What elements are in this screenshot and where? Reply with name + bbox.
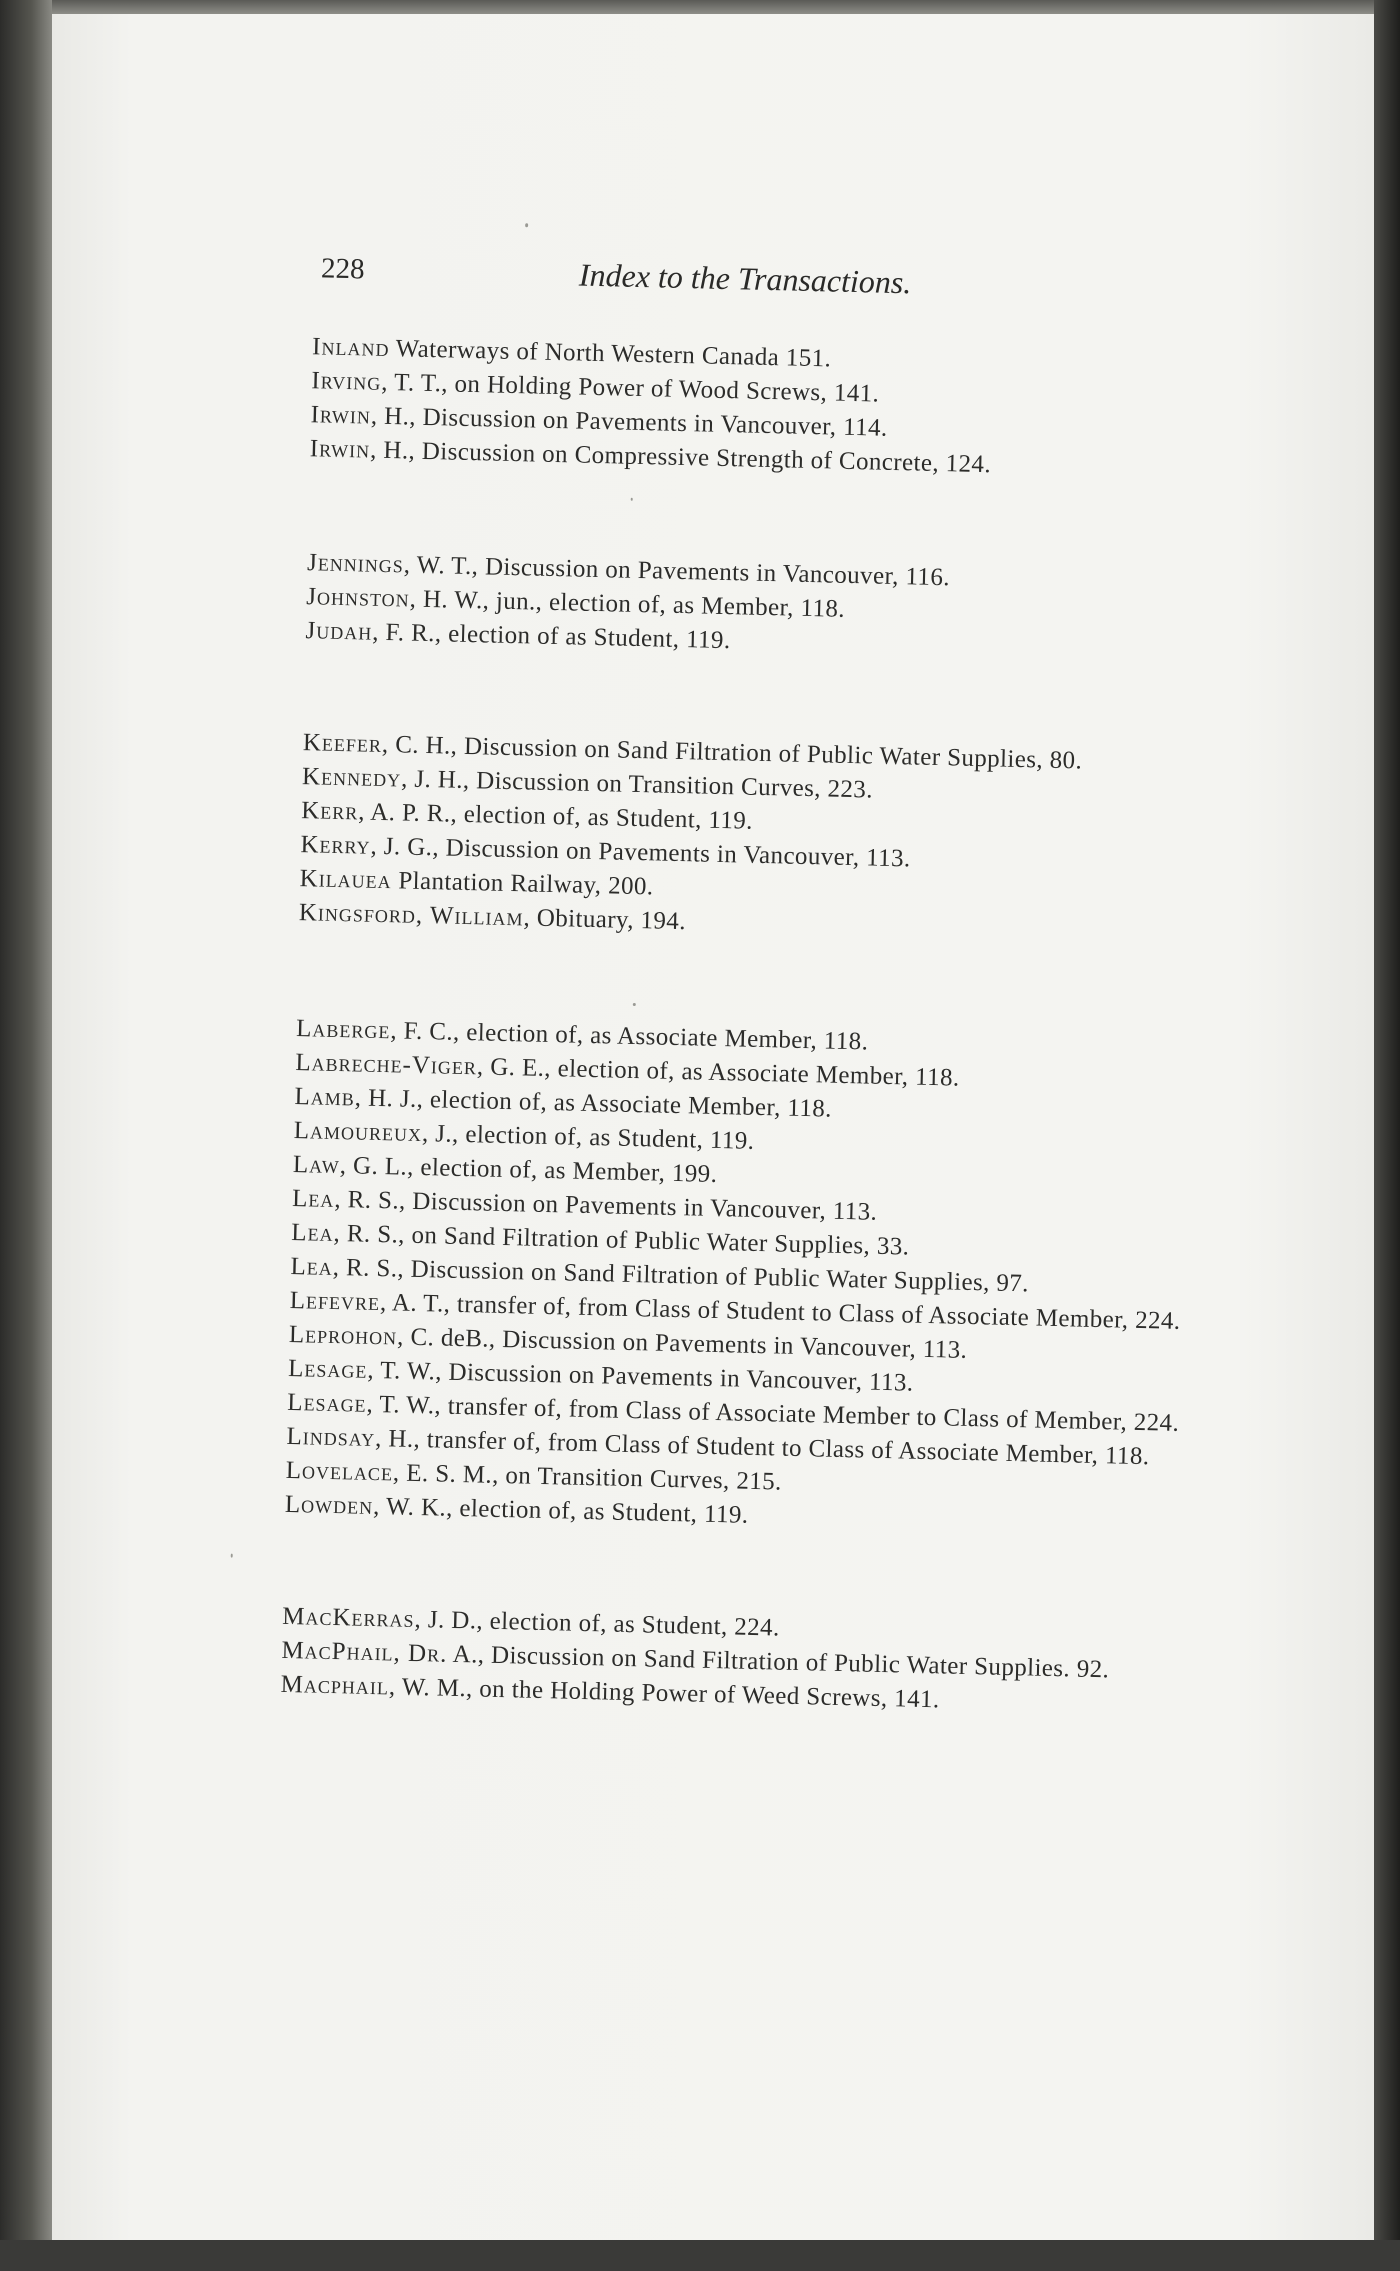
entry-text: , J. H., Discussion on Transition Curves, 223.: [400, 765, 874, 804]
entry-name: Lea: [290, 1252, 334, 1281]
scan-border-right: [1374, 0, 1400, 2240]
entry-name: Macphail: [280, 1670, 390, 1701]
entry-text: , A. P. R., election of, as Student, 119.: [358, 798, 754, 835]
entry-text: , R. S., on Sand Filtration of Public Water Supplies, 33.: [333, 1219, 910, 1261]
entry-name: Labreche-Viger: [295, 1049, 478, 1081]
entry-name: Keefer: [302, 729, 383, 758]
paper-speck: [525, 223, 528, 227]
entry-name: Judah: [305, 617, 373, 646]
entry-name: Irwin: [310, 401, 372, 430]
entry-name: Kerry: [300, 831, 371, 860]
page-header: [320, 252, 1241, 324]
entry-name: Kilauea: [299, 865, 393, 895]
entry-text: , E. S. M., on Transition Curves, 215.: [392, 1459, 783, 1496]
entry-name: Johnston: [306, 583, 411, 613]
index-group-m: [280, 1600, 1222, 1724]
entry-name: Lesage: [287, 1388, 367, 1418]
entry-text: , F. C., election of, as Associate Member, 118.: [390, 1017, 869, 1056]
entry-text: Plantation Railway, 200.: [391, 867, 654, 901]
entry-name: Lea: [291, 1218, 334, 1247]
entry-name: Lamb: [294, 1083, 356, 1112]
index-group-k: [298, 726, 1243, 952]
entry-name: Law: [292, 1151, 341, 1180]
entry-name: Kennedy: [301, 763, 402, 793]
entry-name: Inland: [311, 333, 390, 363]
entry-text: , H., Discussion on Pavements in Vancouver, 114.: [370, 402, 888, 442]
entry-text: Waterways of North Western Canada 151.: [389, 335, 832, 373]
entry-text: , T. W., Discussion on Pavements in Vancouver, 113.: [367, 1356, 914, 1397]
entry-name: Leprohon: [288, 1320, 398, 1351]
entry-text: , J. D., election of, as Student, 224.: [414, 1605, 780, 1642]
entry-text: , R. S., Discussion on Sand Filtration of Public Water Supplies, 97.: [332, 1253, 1030, 1298]
index-group-i: [309, 330, 1252, 488]
entry-name: Lefevre: [289, 1286, 381, 1317]
paper-speck: [231, 1554, 233, 1558]
entry-text: , H. J., election of, as Associate Member, 118.: [354, 1084, 833, 1123]
entry-text: , W. M., on the Holding Power of Weed Screws, 141.: [388, 1673, 940, 1714]
entry-text: , R. S., Discussion on Pavements in Vancouver, 113.: [334, 1185, 878, 1226]
entry-text: , T. W., transfer of, from Class of Associate Member to Class of Member, 224.: [366, 1390, 1180, 1437]
page-number: 228: [320, 252, 365, 286]
entry-name: Lamoureux: [293, 1117, 423, 1148]
entry-text: , H., transfer of, from Class of Student to Class of Associate Member, 118.: [374, 1425, 1150, 1471]
index-entries: [278, 330, 1252, 1804]
entry-name: MacKerras: [281, 1602, 415, 1633]
entry-name: Irwin: [309, 435, 371, 464]
entry-name: Lesage: [287, 1354, 368, 1384]
entry-text: , F. R., election of as Student, 119.: [371, 618, 731, 655]
entry-text: , Obituary, 194.: [523, 904, 687, 936]
entry-name: Irving: [311, 367, 382, 396]
entry-name: Jennings: [306, 549, 405, 579]
page-content: [0, 14, 1374, 2271]
book-page: [52, 14, 1374, 2240]
entry-name: Kingsford, William: [298, 899, 524, 932]
entry-name: Lea: [291, 1184, 335, 1213]
entry-text: , H. W., jun., election of, as Member, 118.: [409, 585, 846, 623]
running-title: Index to the Transactions.: [578, 256, 912, 301]
entry-text: , J., election of, as Student, 119.: [421, 1120, 755, 1155]
entry-text: , G. E., election of, as Associate Member, 118.: [476, 1053, 960, 1092]
entry-text: , G. L., election of, as Member, 199.: [339, 1152, 718, 1188]
entry-text: , C. deB., Discussion on Pavements in Vancouver, 113.: [396, 1323, 968, 1364]
paper-speck: [631, 498, 633, 501]
entry-name: Lowden: [284, 1490, 374, 1520]
entry-name: MacPhail, Dr.: [281, 1636, 448, 1668]
entry-text: , J. G., Discussion on Pavements in Vancouver, 113.: [370, 832, 911, 873]
scan-border-top: [0, 0, 1400, 14]
entry-text: , T. T., on Holding Power of Wood Screws, 141.: [380, 368, 880, 408]
entry-name: Lovelace: [285, 1456, 394, 1487]
entry-name: Laberge: [295, 1015, 391, 1045]
entry-text: , W. K., election of, as Student, 119.: [372, 1492, 749, 1529]
paper-speck: [633, 1003, 636, 1006]
entry-text: , C. H., Discussion on Sand Filtration of Public Water Supplies, 80.: [381, 730, 1083, 775]
entry-text: , A. T., transfer of, from Class of Student to Class of Associate Member, 224.: [379, 1289, 1181, 1335]
entry-text: , W. T., Discussion on Pavements in Vancouver, 116.: [403, 551, 951, 592]
entry-text: A., Discussion on Sand Filtration of Public Water Supplies. 92.: [447, 1640, 1110, 1684]
index-group-l: [285, 1012, 1237, 1544]
entry-name: Kerr: [300, 797, 359, 826]
entry-name: Lindsay: [286, 1422, 376, 1453]
index-group-j: [305, 546, 1247, 670]
entry-text: , H., Discussion on Compressive Strength of Concrete, 124.: [369, 436, 992, 479]
